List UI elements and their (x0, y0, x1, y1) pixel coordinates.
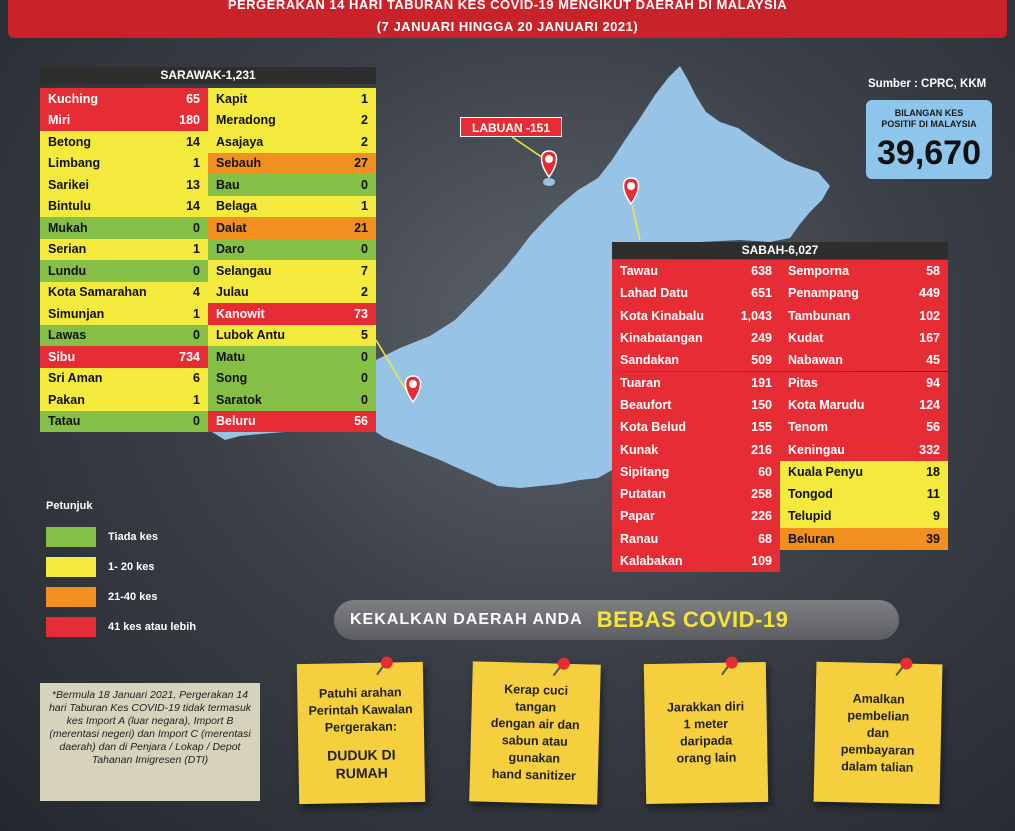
sabah-row (780, 438, 948, 460)
district-name: Belaga (216, 199, 257, 214)
push-pin-icon (893, 655, 915, 677)
district-name: Selangau (216, 263, 272, 278)
district-name: Kota Samarahan (48, 285, 147, 300)
sabah-row (612, 260, 780, 282)
district-name: Sandakan (620, 353, 680, 368)
sabah-row (780, 327, 948, 349)
sarawak-row (40, 217, 208, 239)
advice-line: dan (866, 725, 890, 740)
advice-note-3 (644, 662, 768, 804)
district-name: Beaufort (620, 397, 672, 412)
district-cases: 638 (751, 264, 772, 279)
district-name: Julau (216, 285, 249, 300)
district-cases: 6 (193, 371, 200, 386)
total-label-line1: BILANGAN KES (894, 108, 964, 118)
sabah-row (612, 505, 780, 527)
district-cases: 45 (926, 353, 940, 368)
advice-note-2 (469, 661, 601, 804)
sabah-row (780, 260, 948, 282)
legend-swatch (46, 557, 96, 577)
advice-line: gunakan (508, 750, 561, 766)
district-cases: 0 (361, 349, 368, 364)
labuan-leader-line (512, 137, 546, 160)
district-name: Song (216, 371, 248, 386)
slogan-part2: BEBAS COVID-19 (596, 607, 789, 632)
district-cases: 0 (193, 328, 200, 343)
district-name: Tuaran (620, 375, 661, 390)
district-cases: 1,043 (740, 308, 772, 323)
sabah-row (612, 394, 780, 416)
sabah-row (612, 438, 780, 460)
sabah-row (780, 461, 948, 483)
district-cases: 180 (179, 113, 200, 128)
district-cases: 1 (193, 306, 200, 321)
advice-emphasis: DUDUK DI (327, 745, 396, 764)
district-cases: 2 (361, 113, 368, 128)
sabah-row (780, 349, 948, 371)
district-name: Sibu (48, 349, 76, 364)
district-cases: 73 (354, 306, 368, 321)
sarawak-row (208, 153, 376, 175)
labuan-island-shape (543, 178, 555, 186)
sabah-row (612, 372, 780, 394)
district-cases: 9 (933, 509, 940, 524)
advice-text (814, 689, 942, 777)
sarawak-row (40, 346, 208, 368)
sarawak-row (208, 239, 376, 261)
legend-swatch (46, 527, 96, 547)
district-name: Ranau (620, 531, 659, 546)
source-text: Sumber : CPRC, KKM (868, 78, 987, 90)
sabah-row (612, 416, 780, 438)
advice-line: pembelian (847, 707, 910, 724)
district-cases: 56 (926, 420, 940, 435)
district-cases: 102 (919, 308, 940, 323)
footnote: *Bermula 18 Januari 2021, Pergerakan 14 hari Taburan Kes COVID-19 tidak termasuk kes Import A (luar negara), Import B (merentasi negeri) dan Import C (merentasi daerah) dan di Penjara / Lokap / Depot Tahanan Imigresen (DTI) (40, 683, 260, 801)
advice-line: dalam talian (841, 758, 914, 775)
district-cases: 109 (751, 554, 772, 569)
labuan-label: LABUAN -151 (460, 117, 562, 137)
district-cases: 5 (361, 328, 368, 343)
district-name: Saratok (216, 392, 262, 407)
sabah-row (612, 550, 780, 572)
legend-swatch (46, 587, 96, 607)
district-cases: 21 (354, 220, 368, 235)
district-name: Lubok Antu (216, 328, 285, 343)
district-name: Kota Belud (620, 420, 686, 435)
advice-line: pembayaran (840, 741, 915, 758)
district-name: Kanowit (216, 306, 265, 321)
district-name: Meradong (216, 113, 276, 128)
total-cases-label (866, 108, 992, 130)
header-date-range: (7 JANUARI HINGGA 20 JANUARI 2021) (376, 19, 639, 34)
district-cases: 216 (751, 442, 772, 457)
advice-line: daripada (679, 733, 733, 749)
sarawak-row (40, 239, 208, 261)
sarawak-row (40, 282, 208, 304)
district-cases: 167 (919, 331, 940, 346)
district-cases: 191 (751, 375, 772, 390)
district-name: Kota Marudu (788, 397, 865, 412)
district-name: Semporna (788, 264, 850, 279)
sabah-row (780, 305, 948, 327)
header-title: PERGERAKAN 14 HARI TABURAN KES COVID-19 MENGIKUT DAERAH DI MALAYSIA (227, 0, 788, 12)
district-name: Kudat (788, 331, 824, 346)
district-cases: 509 (751, 353, 772, 368)
sabah-row (780, 372, 948, 394)
advice-line: Jarakkan diri (666, 699, 745, 715)
sarawak-row (40, 88, 208, 110)
sarawak-row (208, 217, 376, 239)
sarawak-row (208, 411, 376, 433)
district-name: Penampang (788, 286, 859, 301)
district-name: Pitas (788, 375, 818, 390)
sabah-row (780, 505, 948, 527)
district-name: Sipitang (620, 464, 670, 479)
advice-line: 1 meter (683, 716, 729, 732)
sarawak-row (208, 174, 376, 196)
district-cases: 155 (751, 420, 772, 435)
district-cases: 39 (926, 531, 940, 546)
district-cases: 2 (361, 134, 368, 149)
district-name: Matu (216, 349, 246, 364)
district-name: Telupid (788, 509, 832, 524)
district-name: Pakan (48, 392, 85, 407)
sabah-row (780, 394, 948, 416)
sabah-title: SABAH-6,027 (612, 242, 948, 259)
sarawak-row (208, 346, 376, 368)
legend-swatch (46, 617, 96, 637)
sabah-row (612, 305, 780, 327)
district-name: Kuching (48, 91, 98, 106)
sarawak-row (40, 389, 208, 411)
sarawak-row (208, 303, 376, 325)
sarawak-row (208, 131, 376, 153)
total-cases-box (866, 100, 992, 179)
district-cases: 0 (361, 177, 368, 192)
sabah-row (612, 461, 780, 483)
district-name: Limbang (48, 156, 101, 171)
district-name: Putatan (620, 487, 666, 502)
advice-line: Pergerakan: (324, 718, 398, 735)
district-cases: 56 (354, 414, 368, 429)
district-cases: 226 (751, 509, 772, 524)
district-name: Sebauh (216, 156, 262, 171)
sarawak-row (208, 88, 376, 110)
sarawak-row (40, 153, 208, 175)
sarawak-row (40, 110, 208, 132)
slogan-part1: KEKALKAN DAERAH ANDA (350, 611, 583, 628)
district-cases: 0 (193, 220, 200, 235)
district-name: Asajaya (216, 134, 264, 149)
sabah-row (612, 282, 780, 304)
sarawak-title: SARAWAK-1,231 (40, 67, 376, 84)
labuan-pin-icon (542, 151, 557, 177)
advice-line: Perintah Kawalan (308, 701, 413, 718)
sarawak-row (208, 196, 376, 218)
advice-text (297, 683, 425, 782)
sabah-row (612, 528, 780, 550)
district-cases: 13 (186, 177, 200, 192)
push-pin-icon (550, 655, 573, 678)
advice-note-1 (297, 662, 425, 804)
district-name: Kalabakan (620, 554, 683, 569)
advice-line: sabun atau (501, 733, 568, 749)
district-name: Sri Aman (48, 371, 103, 386)
advice-emphasis: RUMAH (335, 764, 388, 781)
district-name: Tatau (48, 414, 81, 429)
district-cases: 94 (926, 375, 940, 390)
district-name: Lahad Datu (620, 286, 689, 301)
sarawak-row (40, 174, 208, 196)
sarawak-row (40, 196, 208, 218)
sarawak-row (40, 303, 208, 325)
advice-note-4 (814, 662, 943, 805)
district-cases: 7 (361, 263, 368, 278)
district-name: Serian (48, 242, 87, 257)
legend-title: Petunjuk (46, 500, 93, 512)
sarawak-row (208, 260, 376, 282)
district-cases: 4 (193, 285, 200, 300)
sabah-row (612, 327, 780, 349)
district-cases: 0 (361, 242, 368, 257)
district-cases: 1 (193, 156, 200, 171)
district-cases: 27 (354, 156, 368, 171)
sabah-row (780, 483, 948, 505)
sarawak-row (208, 368, 376, 390)
district-name: Sarikei (48, 177, 90, 192)
sabah-row (780, 528, 948, 550)
sarawak-row (40, 411, 208, 433)
district-name: Daro (216, 242, 245, 257)
advice-line: Amalkan (852, 690, 905, 707)
sarawak-row (40, 260, 208, 282)
district-name: Dalat (216, 220, 247, 235)
sabah-row (780, 282, 948, 304)
district-cases: 11 (926, 487, 940, 502)
total-label-line2: POSITIF DI MALAYSIA (881, 119, 977, 129)
district-name: Tawau (620, 264, 658, 279)
sarawak-row (208, 110, 376, 132)
district-name: Beluran (788, 531, 835, 546)
district-cases: 60 (758, 464, 772, 479)
district-name: Papar (620, 509, 655, 524)
push-pin-icon (374, 654, 396, 676)
advice-line: tangan (515, 699, 557, 715)
district-name: Kuala Penyu (788, 464, 864, 479)
legend-label: 41 kes atau lebih (108, 621, 197, 633)
district-name: Tenom (788, 420, 829, 435)
district-name: Kunak (620, 442, 659, 457)
district-cases: 332 (919, 442, 940, 457)
sabah-row (612, 483, 780, 505)
sabah-row (780, 416, 948, 438)
advice-line: hand sanitizer (491, 766, 577, 784)
district-cases: 449 (919, 286, 940, 301)
advice-line: Kerap cuci (503, 682, 569, 698)
district-cases: 14 (186, 134, 200, 149)
sarawak-row (208, 282, 376, 304)
district-cases: 65 (186, 91, 200, 106)
district-cases: 58 (926, 264, 940, 279)
district-name: Lundu (48, 263, 87, 278)
district-name: Kinabatangan (620, 331, 703, 346)
district-cases: 1 (361, 199, 368, 214)
district-name: Tambunan (788, 308, 851, 323)
district-name: Beluru (216, 414, 256, 429)
district-cases: 0 (193, 414, 200, 429)
advice-line: orang lain (676, 750, 737, 766)
district-cases: 68 (758, 531, 772, 546)
district-cases: 249 (751, 331, 772, 346)
district-name: Kota Kinabalu (620, 308, 705, 323)
district-cases: 0 (193, 263, 200, 278)
push-pin-icon (719, 654, 741, 676)
district-name: Miri (48, 113, 71, 128)
sarawak-row (208, 325, 376, 347)
district-name: Lawas (48, 328, 87, 343)
district-cases: 2 (361, 285, 368, 300)
advice-line: dengan air dan (490, 715, 580, 733)
district-cases: 258 (751, 487, 772, 502)
slogan-banner (334, 600, 899, 640)
district-name: Betong (48, 134, 92, 149)
legend-label: 1- 20 kes (108, 561, 155, 573)
legend-label: 21-40 kes (108, 591, 158, 603)
sarawak-row (40, 368, 208, 390)
district-name: Mukah (48, 220, 88, 235)
district-cases: 14 (186, 199, 200, 214)
district-cases: 651 (751, 286, 772, 301)
district-name: Tongod (788, 487, 833, 502)
district-cases: 1 (193, 242, 200, 257)
total-cases-value: 39,670 (877, 134, 981, 172)
legend-label: Tiada kes (108, 531, 158, 543)
district-cases: 18 (926, 464, 940, 479)
advice-text (644, 698, 767, 768)
advice-line: Patuhi arahan (318, 684, 402, 701)
district-cases: 150 (751, 397, 772, 412)
sarawak-row (40, 131, 208, 153)
district-name: Kapit (216, 91, 248, 106)
district-name: Keningau (788, 442, 845, 457)
district-name: Bau (216, 177, 240, 192)
district-cases: 734 (179, 349, 200, 364)
district-name: Nabawan (788, 353, 843, 368)
district-cases: 1 (361, 91, 368, 106)
district-cases: 0 (361, 371, 368, 386)
sabah-row (612, 349, 780, 371)
advice-text (470, 680, 601, 785)
district-cases: 1 (193, 392, 200, 407)
district-cases: 124 (919, 397, 940, 412)
sarawak-row (40, 325, 208, 347)
district-name: Simunjan (48, 306, 105, 321)
district-name: Bintulu (48, 199, 92, 214)
sarawak-row (208, 389, 376, 411)
district-cases: 0 (361, 392, 368, 407)
